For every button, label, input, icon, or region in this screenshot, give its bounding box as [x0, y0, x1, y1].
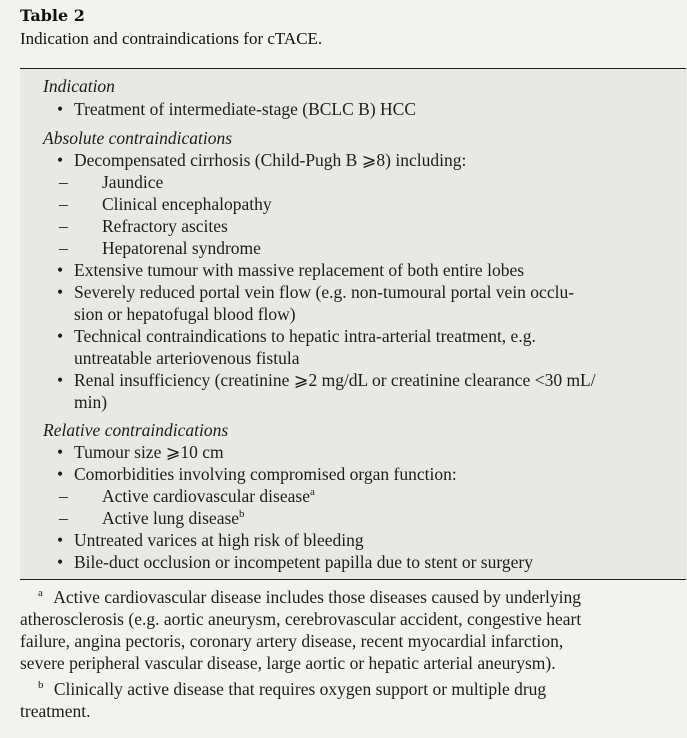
- list-item-continuation: sion or hepatofugal blood flow): [74, 304, 296, 324]
- list-item: • Tumour size ⩾10 cm: [57, 442, 224, 462]
- list-item: • Comorbidities involving compromised organ function:: [57, 464, 457, 484]
- sub-list-item: – Clinical encephalopathy: [59, 194, 272, 214]
- sub-list-item: – Refractory ascites: [59, 216, 228, 236]
- list-item-continuation: min): [74, 392, 108, 412]
- footnote-mark: b: [38, 679, 44, 691]
- table-body: [20, 68, 686, 580]
- bullet-glyph: •: [57, 99, 64, 119]
- section-heading-absolute: Absolute contraindications: [43, 128, 233, 148]
- section-heading-indication: Indication: [43, 76, 115, 96]
- dash-glyph: –: [59, 508, 68, 528]
- list-item: • Untreated varices at high risk of bleeding: [57, 530, 364, 550]
- section-heading-relative: Relative contraindications: [43, 420, 229, 440]
- list-item: • Severely reduced portal vein flow (e.g. non-tumoural portal vein occlu-: [57, 282, 575, 302]
- dash-glyph: –: [59, 486, 68, 506]
- sub-list-item: – Active lung disease$^b$: [59, 508, 245, 528]
- bullet-glyph: •: [57, 552, 64, 572]
- footnote-b: $^b$ Clinically active disease that requires oxygen support or multiple drug treatment.: [20, 679, 547, 721]
- bullet-glyph: •: [57, 530, 64, 550]
- list-item: • Treatment of intermediate-stage (BCLC B) HCC: [57, 99, 417, 119]
- bullet-glyph: •: [57, 260, 64, 280]
- table-caption: Indication and contraindications for cTACE.: [20, 29, 323, 48]
- bullet-glyph: •: [57, 150, 64, 170]
- footnote-a: $^a$ Active cardiovascular disease includes those diseases caused by underlying atherosclerosis (e.g. aortic aneurysm, cerebrovascular accident, congestive heart failure, angina pectoris, coronary artery disease, recent myocardial infarction, severe peripheral vascular disease, large aortic or hepatic arterial aneurysm).: [20, 587, 582, 673]
- sub-list-item: – Active cardiovascular disease$^a$: [59, 486, 315, 506]
- list-item-continuation: untreatable arteriovenous fistula: [74, 348, 300, 368]
- list-item: • Decompensated cirrhosis (Child-Pugh B ⩾8) including:: [57, 150, 467, 170]
- footnote-mark: a: [38, 587, 43, 599]
- bullet-glyph: •: [57, 442, 64, 462]
- table-label: Table 2: [20, 6, 85, 25]
- bullet-glyph: •: [57, 464, 64, 484]
- footnote-ref-a: a: [309, 486, 315, 498]
- bullet-glyph: •: [57, 326, 64, 346]
- bullet-glyph: •: [57, 282, 64, 302]
- dash-glyph: –: [59, 216, 68, 236]
- dash-glyph: –: [59, 194, 68, 214]
- list-item: • Bile-duct occlusion or incompetent papilla due to stent or surgery: [57, 552, 533, 572]
- list-item: • Renal insufficiency (creatinine ⩾2 mg/dL or creatinine clearance <30 mL/: [57, 370, 596, 390]
- sub-list-item: – Jaundice: [59, 172, 164, 192]
- sub-list-item: – Hepatorenal syndrome: [59, 238, 261, 258]
- bullet-glyph: •: [57, 370, 64, 390]
- list-item: • Technical contraindications to hepatic intra-arterial treatment, e.g.: [57, 326, 536, 346]
- list-item: • Extensive tumour with massive replacement of both entire lobes: [57, 260, 525, 280]
- footnote-ref-b: b: [239, 508, 245, 520]
- dash-glyph: –: [59, 172, 68, 192]
- dash-glyph: –: [59, 238, 68, 258]
